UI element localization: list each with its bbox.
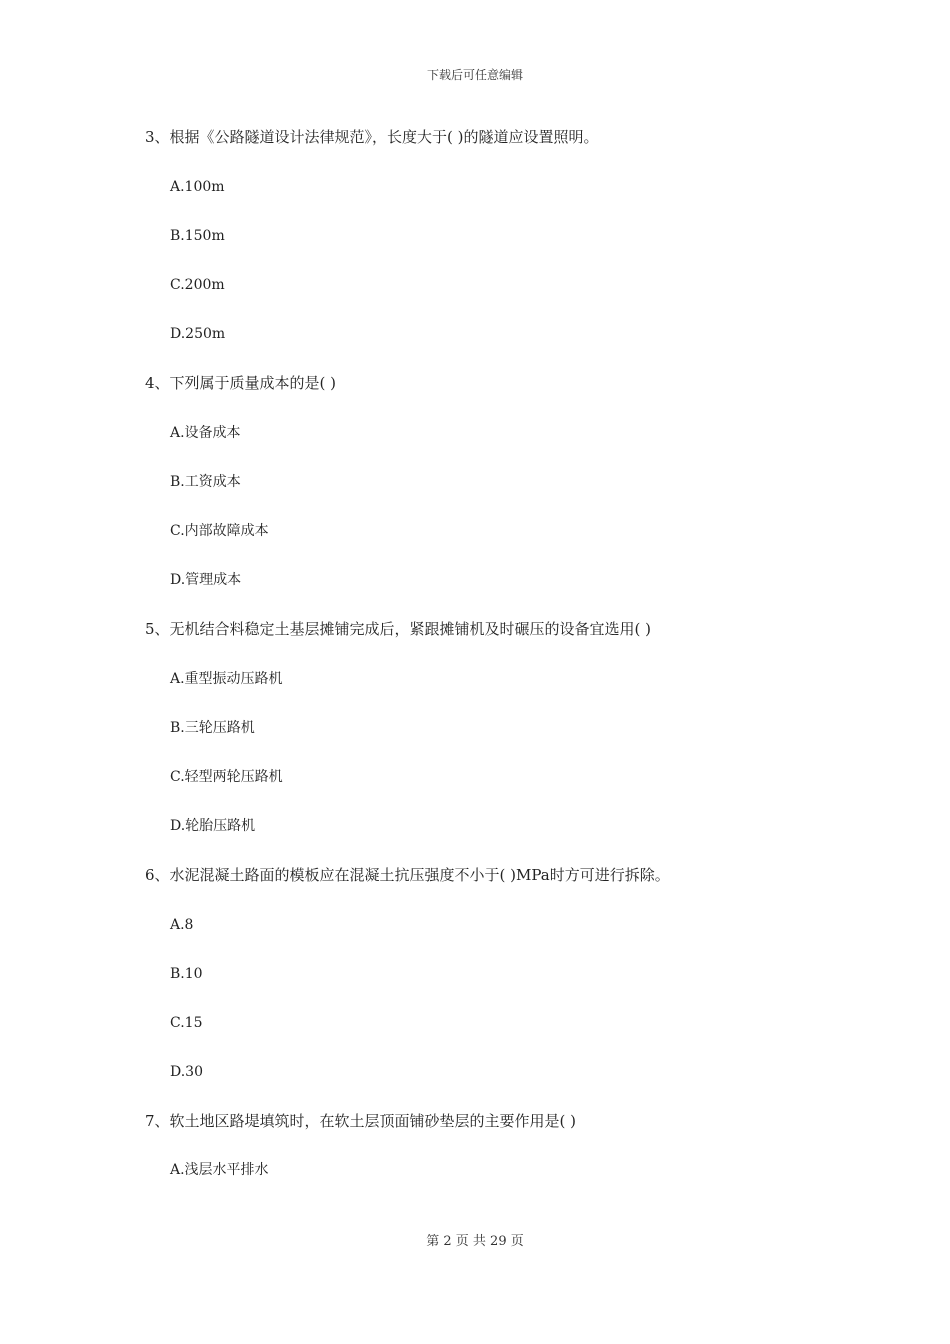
question-4-option-a: A.设备成本 <box>170 425 241 441</box>
question-4-option-b: B.工资成本 <box>170 474 241 490</box>
question-5-stem: 5、无机结合料稳定土基层摊铺完成后，紧跟摊铺机及时碾压的设备宜选用( ) <box>145 620 652 638</box>
question-5-option-c: C.轻型两轮压路机 <box>170 769 283 785</box>
question-3-stem: 3、根据《公路隧道设计法律规范》，长度大于( )的隧道应设置照明。 <box>145 128 599 146</box>
page-footer: 第 2 页 共 29 页 <box>426 1234 524 1249</box>
question-4-option-c: C.内部故障成本 <box>170 523 269 539</box>
question-7-stem: 7、软土地区路堤填筑时，在软土层顶面铺砂垫层的主要作用是( ) <box>145 1112 577 1130</box>
question-4-option-d: D.管理成本 <box>170 572 242 588</box>
question-3-option-c: C.200m <box>170 277 225 293</box>
question-3-option-d: D.250m <box>170 326 226 342</box>
question-5-option-a: A.重型振动压路机 <box>170 671 283 687</box>
question-6-option-b: B.10 <box>170 966 203 982</box>
question-5-option-d: D.轮胎压路机 <box>170 818 256 834</box>
question-4-stem: 4、下列属于质量成本的是( ) <box>145 374 337 392</box>
question-6-option-d: D.30 <box>170 1064 203 1080</box>
question-7-option-a: A.浅层水平排水 <box>170 1162 269 1178</box>
question-6-option-a: A.8 <box>170 917 194 933</box>
question-6-stem: 6、水泥混凝土路面的模板应在混凝土抗压强度不小于( )MPa时方可进行拆除。 <box>145 866 670 884</box>
question-3-option-a: A.100m <box>170 179 225 195</box>
question-5-option-b: B.三轮压路机 <box>170 720 255 736</box>
question-3-option-b: B.150m <box>170 228 225 244</box>
question-6-option-c: C.15 <box>170 1015 203 1031</box>
page-header: 下载后可任意编辑 <box>426 68 523 82</box>
